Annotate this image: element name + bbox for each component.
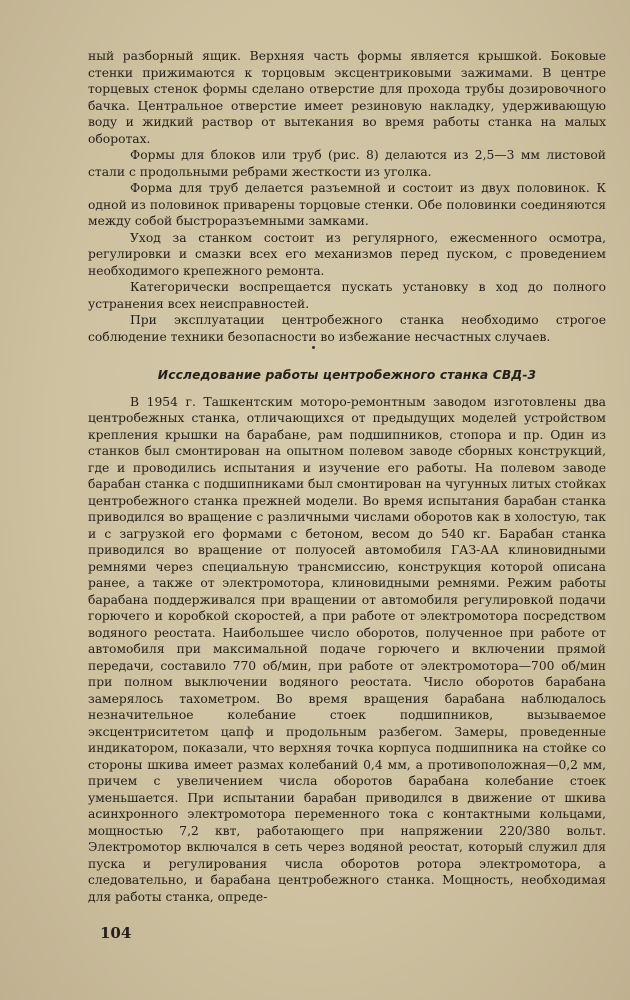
ink-dot xyxy=(312,346,315,349)
body-paragraph: В 1954 г. Ташкентским моторо-ремонтным заводом изготовлены два центробежных станка, отличающихся от предыдущих моделей устройством крепления крышки на барабане, рам подшипников, стопора и пр. Один из станков был смонтирован на опытном полевом заводе сборных конструкций, где и проводились испытания и изучение его работы. На полевом заводе барабан станка с подшипниками был смонтирован на чугунных литых стойках центробежного станка прежней модели. Во время испытания барабан станка приводился во вращение с различными числами оборотов как в холостую, так и с загрузкой его формами с бетоном, весом до 540 кг. Барабан станка приводился во вращение от полуосей автомобиля ГАЗ-АА клиновидными ремнями через специальную трансмиссию, конструкция которой описана ранее, а также от электромотора, клиновидными ремнями. Режим работы барабана поддерживался при вращении от автомобиля регулировкой подачи горючего и коробкой скоростей, а при работе от электромотора посредством водяного реостата. Наибольшее число оборотов, полученное при работе от автомобиля при максимальной подаче горючего и включении прямой передачи, составило 770 об/мин, при работе от электромотора—700 об/мин при полном выключении водяного реостата. Число оборотов барабана замерялось тахометром. Во время вращения барабана наблюдалось незначительное колебание стоек подшипников, вызываемое эксцентриситетом цапф и продольным разбегом. Замеры, проведенные индикатором, показали, что верхняя точка корпуса подшипника на стойке со стороны шкива имеет размах колебаний 0,4 мм, а противоположная—0,2 мм, причем с увеличением числа оборотов барабана колебание стоек уменьшается. При испытании барабан приводился в движение от шкива асинхронного электромотора переменного тока с контактными кольцами, мощностью 7,2 квт, работающего при напряжении 220/380 вольт. Электромотор включался в сеть через водяной реостат, который служил для пуска и регулирования числа оборотов ротора электромотора, а следовательно, и барабана центробежного станка. Мощность, необходимая для работы станка, опреде- xyxy=(88,394,606,904)
section-title: Исследование работы центробежного станка СВД-3 xyxy=(157,368,537,382)
paragraph: Уход за станком состоит из регулярного, ежесменного осмотра, регулировки и смазки всех его механизмов перед пуском, с проведением необходимого крепежного ремонта. xyxy=(88,230,606,278)
paragraph: Категорически воспрещается пускать установку в ход до полного устранения всех неисправностей. xyxy=(88,280,606,311)
paragraph: При эксплуатации центробежного станка необходимо строгое соблюдение техники безопасности во избежание несчастных случаев. xyxy=(88,313,606,344)
page-number: 104 xyxy=(100,924,132,942)
text-column xyxy=(88,48,606,905)
paragraph: Формы для блоков или труб (рис. 8) делаются из 2,5—3 мм листовой стали с продольными ребрами жесткости из уголка. xyxy=(88,148,606,179)
paragraph: Форма для труб делается разъемной и состоит из двух половинок. К одной из половинок приварены торцовые стенки. Обе половинки соединяются между собой быстроразъемными замками. xyxy=(88,181,606,228)
paragraph: ный разборный ящик. Верхняя часть формы является крышкой. Боковые стенки прижимаются к торцовым эксцентриковыми зажимами. В центре торцевых стенок формы сделано отверстие для прохода трубы дозировочного бачка. Центральное отверстие имеет резиновую накладку, удерживающую воду и жидкий раствор от вытекания во время работы станка на малых оборотах. xyxy=(88,49,606,146)
